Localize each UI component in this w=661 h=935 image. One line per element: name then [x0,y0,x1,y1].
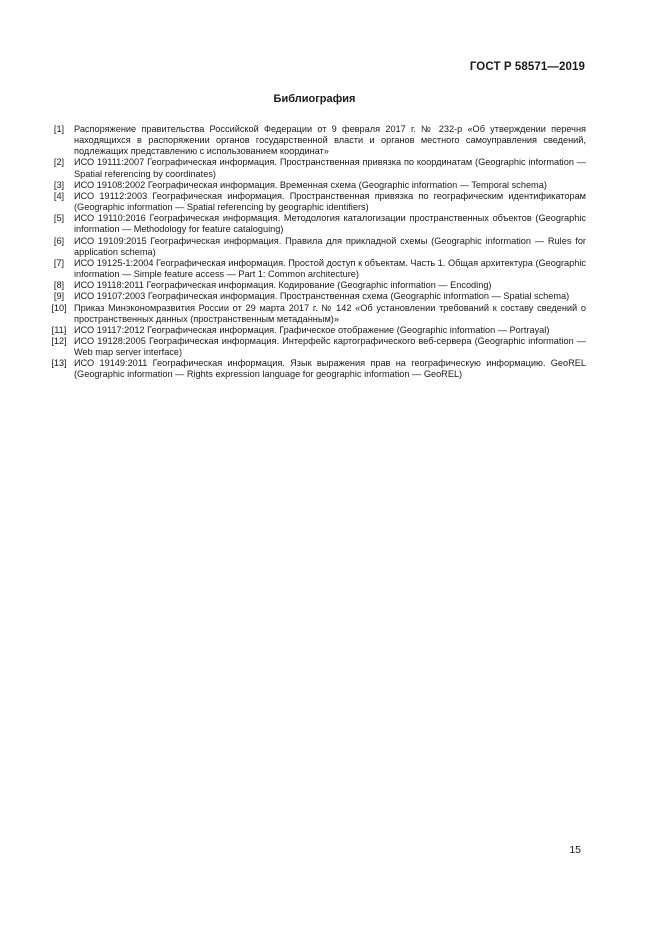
bibliography-entry [44,157,586,179]
entry-text: Приказ Минэкономразвития России от 29 марта 2017 г. № 142 «Об установлении требований к составу сведений о пространственных данных (пространственным метаданным)» [74,302,586,324]
bibliography-title-text: Библиография [273,93,356,105]
document-code: ГОСТ Р 58571—2019 [469,61,585,73]
bibliography-list [44,124,586,381]
entry-text: ИСО 19128:2005 Географическая информация. Интерфейс картографического веб-сервера (Geographic information — Web map server interface) [74,335,586,358]
entry-number: [6] [53,235,65,246]
entry-text: ИСО 19125-1:2004 Географическая информация. Простой доступ к объектам. Часть 1. Общая архитектура (Geographic information — Simple feature access — Part 1: Common architecture) [74,257,586,280]
entry-number: [13] [51,358,67,369]
entry-number: [11] [51,324,67,335]
entry-number: [4] [53,190,65,201]
entry-number: [7] [53,257,65,268]
entry-number: [8] [53,280,65,291]
entry-text: ИСО 19112:2003 Географическая информация. Пространственная привязка по географическим идентификаторам (Geographic information — Spatial referencing by geographic identifiers) [74,190,586,213]
entry-number: [2] [53,157,65,168]
entry-number: [1] [53,124,65,134]
entry-number: [5] [53,213,65,224]
entry-text: ИСО 19117:2012 Географическая информация. Графическое отображение (Geographic information — Portrayal) [74,324,550,335]
bibliography-entry [44,258,586,280]
entry-text: ИСО 19110:2016 Географическая информация. Методология каталогизации пространственных объектов (Geographic information — Methodology for feature cataloguing) [74,213,586,235]
bibliography-entry [44,236,586,258]
entry-text: ИСО 19111:2007 Географическая информация. Пространственная привязка по координатам (Geographic information — Spatial referencing by coordinates) [74,157,586,179]
entry-number: [10] [51,302,67,313]
bibliography-entry [44,124,586,157]
entry-text: ИСО 19107:2003 Географическая информация. Пространственная схема (Geographic information — Spatial schema) [74,291,570,302]
entry-number: [3] [53,179,65,190]
bibliography-entry [44,358,586,380]
entry-text: Распоряжение правительства Российской Федерации от 9 февраля 2017 г. № 232-р «Об утверждении перечня находящихся в распоряжении органов государственной власти и органов местного самоуправления сведений, подлежащих представлению с использованием координат» [74,124,586,157]
bibliography-title [0,93,661,105]
entry-text: ИСО 19108:2002 Географическая информация. Временная схема (Geographic information — Temporal schema) [74,179,547,190]
entry-text: ИСО 19109:2015 Географическая информация. Правила для прикладной схемы (Geographic information — Rules for application schema) [74,235,586,257]
bibliography-entry [44,280,586,291]
bibliography-entry [44,303,586,325]
entry-text: ИСО 19149:2011 Географическая информация. Язык выражения прав на географическую информацию. GeoREL (Geographic information — Rights expression language for geographic information — GeoREL) [74,358,586,380]
bibliography-entry [44,291,586,302]
bibliography-entry [44,180,586,191]
bibliography-entry [44,191,586,213]
entry-number: [9] [53,291,65,302]
entry-text: ИСО 19118:2011 Географическая информация. Кодирование (Geographic information — Encoding) [74,280,492,291]
bibliography-entry [44,336,586,358]
bibliography-entry [44,213,586,235]
entry-number: [12] [51,335,67,346]
bibliography-entry [44,325,586,336]
page-number: 15 [569,844,581,856]
